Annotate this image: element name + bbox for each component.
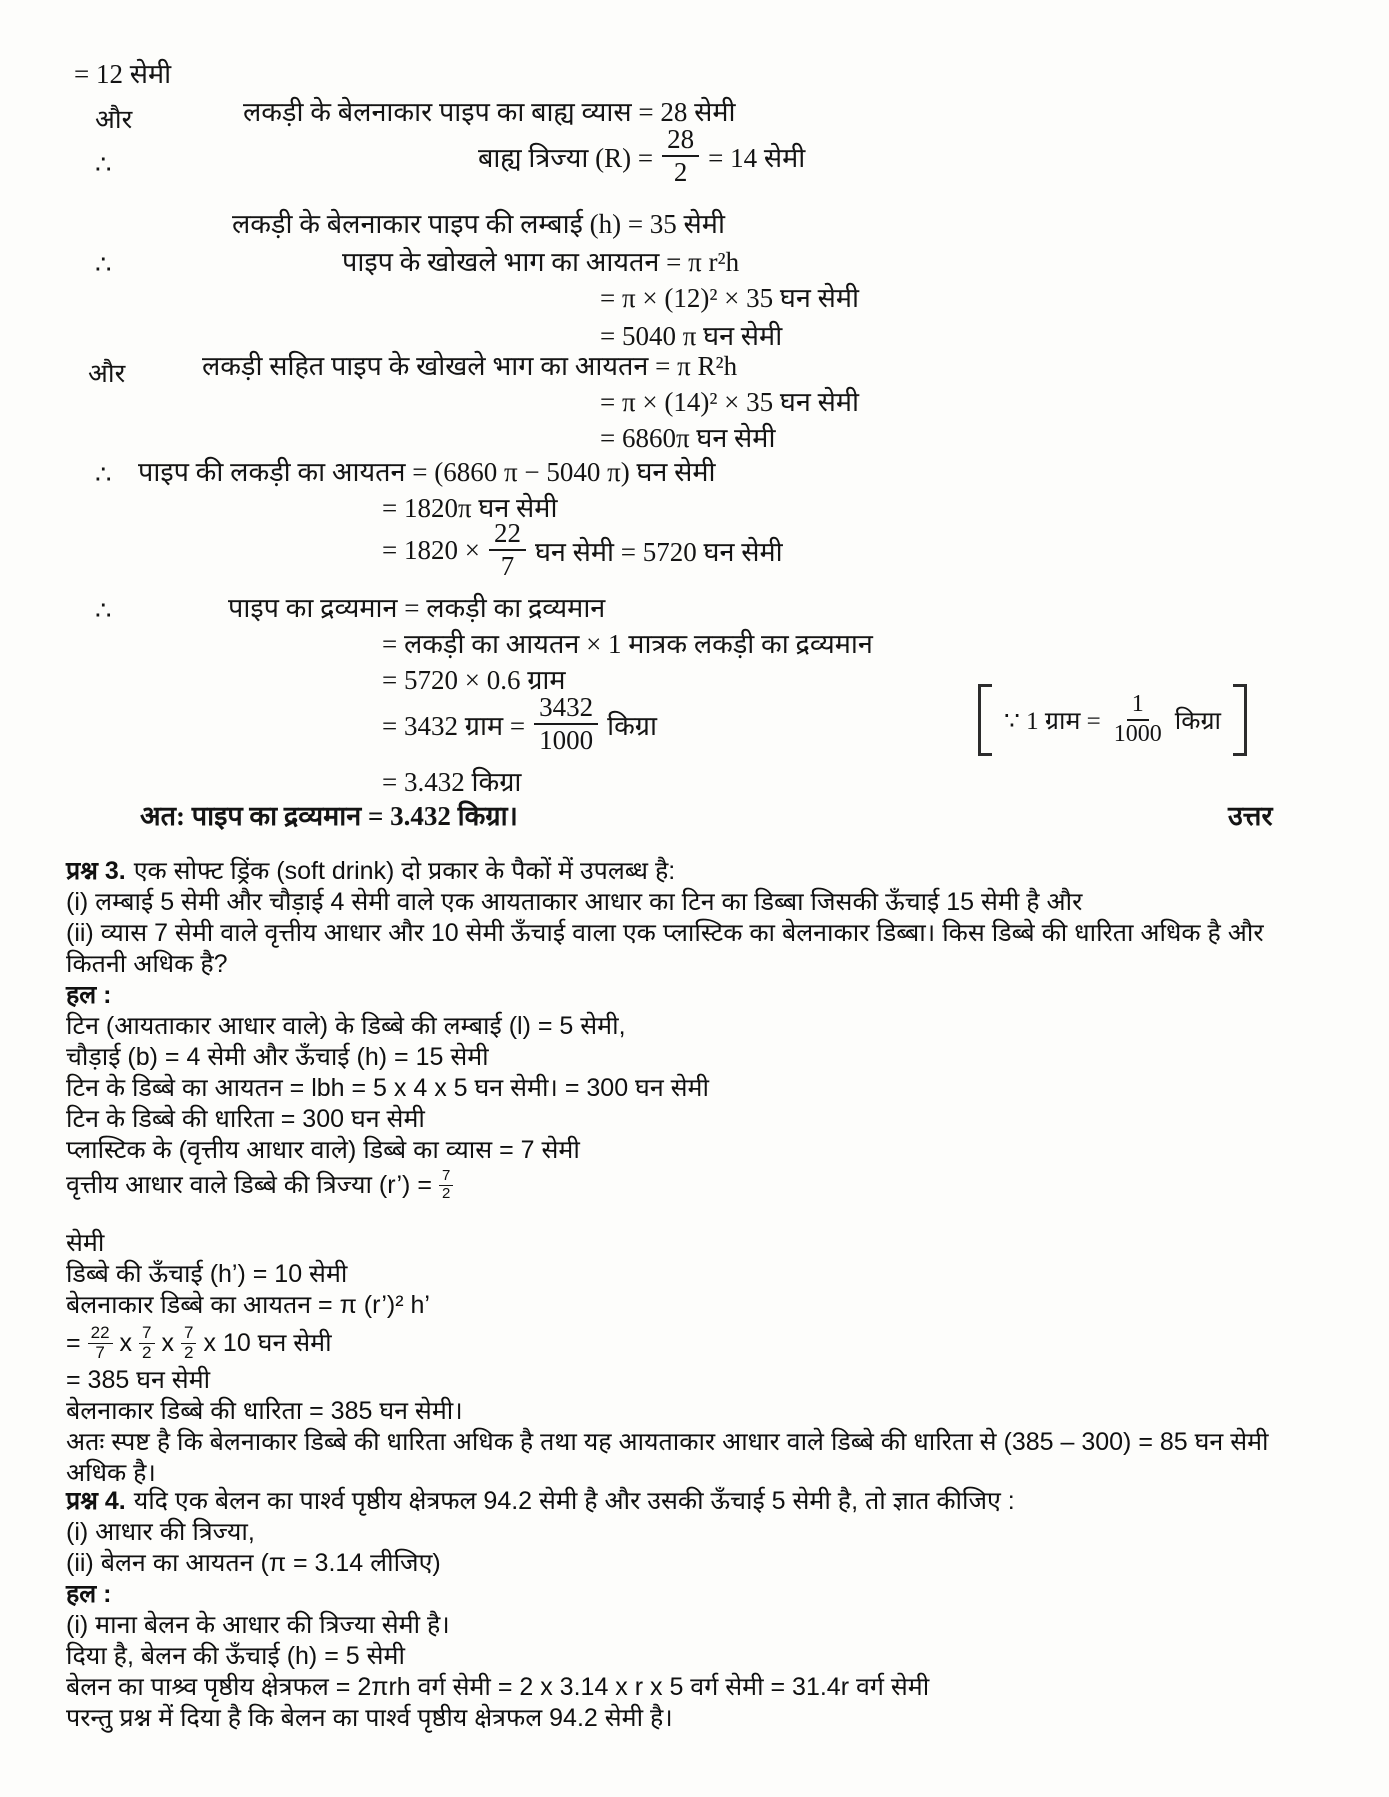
q3-conclusion: अतः स्पष्ट है कि बेलनाकार डिब्बे की धारिता अधिक है तथा यह आयताकार आधार वाले डिब्बे की धारिता से (385 – 300) = 85 घन सेमी अधिक है। [66, 1428, 1269, 1487]
equation-step: = लकड़ी का आयतन × 1 मात्रक लकड़ी का द्रव्यमान [382, 629, 873, 659]
equation-pipe-length: लकड़ी के बेलनाकार पाइप की लम्बाई (h) = 35 सेमी [232, 209, 725, 239]
q3-step-cyl-capacity: बेलनाकार डिब्बे की धारिता = 385 घन सेमी। [66, 1397, 463, 1425]
q3-step-height: डिब्बे की ऊँचाई (h’) = 10 सेमी [66, 1260, 348, 1288]
right-bracket [1233, 684, 1247, 756]
unit-conversion-note [978, 684, 1247, 756]
question-4-item-ii: (ii) बेलन का आयतन (π = 3.14 लीजिए) [66, 1549, 441, 1577]
connector-aur: और [88, 359, 126, 388]
q3-step-tin-capacity: टिन के डिब्बे की धारिता = 300 घन सेमी [66, 1105, 425, 1133]
equation-text: = [66, 1328, 81, 1357]
question-3-item-ii: (ii) व्यास 7 सेमी वाले वृत्तीय आधार और 10 सेमी ऊँचाई वाला एक प्लास्टिक का बेलनाकार डिब्बा। किस डिब्बे की धारिता अधिक है और कितनी अधिक है? [66, 919, 1264, 978]
note-text: किग्रा [1174, 708, 1222, 735]
equation-step: = 6860π घन सेमी [600, 423, 776, 453]
equation-gram-to-kg [382, 692, 657, 756]
fraction-22-over-7: $\frac{22}{7}$ [489, 518, 526, 582]
equation-final-kg: = 3.432 किग्रा [382, 767, 522, 797]
equation-result-12cm: = 12 सेमी [74, 59, 172, 89]
equation-text: = 3432 ग्राम = [382, 710, 526, 741]
question-3-section [66, 856, 1330, 1489]
equation-step: = 1820π घन सेमी [382, 493, 558, 523]
fraction-1-over-1000: $\frac{1}{1000}$ [1113, 691, 1162, 747]
equation-text: x 10 घन सेमी [203, 1328, 332, 1357]
fraction-22-over-7: $\frac{22}{7}$ [88, 1324, 113, 1362]
q3-step-cyl-volume-formula: बेलनाकार डिब्बे का आयतन = π (r’)² h’ [66, 1291, 430, 1319]
equation-text: = 14 सेमी [708, 142, 806, 173]
solution-label: हल : [66, 981, 112, 1009]
equation-step: = 5040 π घन सेमी [600, 321, 783, 351]
question-3-text: एक सोफ्ट ड्रिंक (soft drink) दो प्रकार के पैकों में उपलब्ध है: [133, 857, 676, 885]
equation-outer-diameter: लकड़ी के बेलनाकार पाइप का बाह्य व्यास = 28 सेमी [243, 97, 736, 127]
q3-step-breadth-height: चौड़ाई (b) = 4 सेमी और ऊँचाई (h) = 15 सेमी [66, 1043, 489, 1071]
therefore-symbol: ∴ [95, 250, 112, 279]
equation-text: बाह्य त्रिज्या (R) = [478, 142, 654, 173]
fraction-7-over-2: $\frac{7}{2}$ [439, 1168, 453, 1202]
final-answer-statement: अत: पाइप का द्रव्यमान = 3.432 किग्रा। [140, 801, 518, 831]
connector-aur: और [95, 105, 133, 134]
note-text: ∵ 1 ग्राम = [1004, 708, 1101, 735]
equation-pipe-mass: पाइप का द्रव्यमान = लकड़ी का द्रव्यमान [228, 593, 606, 623]
equation-outer-radius [478, 124, 805, 188]
equation-wood-volume: पाइप की लकड़ी का आयतन = (6860 π − 5040 π) घन सेमी [138, 457, 716, 487]
therefore-symbol: ∴ [95, 150, 112, 179]
question-4-section [66, 1486, 1330, 1734]
fraction-7-over-2: $\frac{7}{2}$ [181, 1324, 196, 1362]
q4-step-csa-formula: बेलन का पाश्र्व पृष्ठीय क्षेत्रफल = 2πrh वर्ग सेमी = 2 x 3.14 x r x 5 वर्ग सेमी = 31.4r वर्ग सेमी [66, 1673, 930, 1701]
equation-hollow-with-wood: लकड़ी सहित पाइप के खोखले भाग का आयतन = π R²h [202, 351, 738, 381]
solution-label: हल : [66, 1580, 112, 1608]
question-4-title [66, 1486, 1330, 1517]
equation-text: x [119, 1328, 133, 1357]
q3-step-result-385: = 385 घन सेमी [66, 1366, 211, 1394]
question-4-item-i: (i) आधार की त्रिज्या, [66, 1518, 255, 1546]
equation-step: = π × (12)² × 35 घन सेमी [600, 283, 859, 313]
q4-step-assume-radius: (i) माना बेलन के आधार की त्रिज्या सेमी है। [66, 1611, 450, 1639]
therefore-symbol: ∴ [95, 596, 112, 625]
equation-step: = 5720 × 0.6 ग्राम [382, 665, 566, 695]
q4-step-given-csa: परन्तु प्रश्न में दिया है कि बेलन का पार्श्व पृष्ठीय क्षेत्रफल 94.2 सेमी है। [66, 1704, 673, 1732]
q3-step-cyl-volume-calc [66, 1321, 1330, 1365]
q3-step-radius [66, 1166, 1330, 1204]
question-4-number: प्रश्न 4. [66, 1487, 126, 1515]
q3-step-plastic-diameter: प्लास्टिक के (वृत्तीय आधार वाले) डिब्बे का व्यास = 7 सेमी [66, 1136, 580, 1164]
equation-step: = π × (14)² × 35 घन सेमी [600, 387, 859, 417]
q4-step-given-height: दिया है, बेलन की ऊँचाई (h) = 5 सेमी [66, 1642, 405, 1670]
equation-text: वृत्तीय आधार वाले डिब्बे की त्रिज्या (r’) = [66, 1170, 432, 1199]
equation-text: किग्रा [607, 710, 658, 741]
q3-unit-cm: सेमी [66, 1229, 105, 1257]
therefore-symbol: ∴ [95, 460, 112, 489]
equation-text: = 1820 × [382, 534, 480, 565]
question-3-title [66, 856, 1330, 887]
equation-hollow-volume: पाइप के खोखले भाग का आयतन = π r²h [342, 247, 740, 277]
q3-step-tin-volume: टिन के डिब्बे का आयतन = lbh = 5 x 4 x 5 घन सेमी। = 300 घन सेमी [66, 1074, 709, 1102]
fraction-28-over-2: $\frac{28}{2}$ [662, 124, 699, 188]
question-3-number: प्रश्न 3. [66, 857, 126, 885]
q3-step-length: टिन (आयताकार आधार वाले) के डिब्बे की लम्बाई (l) = 5 सेमी, [66, 1012, 626, 1040]
equation-22-by-7-step [382, 518, 783, 582]
question-3-item-i: (i) लम्बाई 5 सेमी और चौड़ाई 4 सेमी वाले एक आयताकार आधार का टिन का डिब्बा जिसकी ऊँचाई 15 सेमी है और [66, 888, 1083, 916]
fraction-3432-over-1000: $\frac{3432}{1000}$ [534, 692, 598, 756]
fraction-7-over-2: $\frac{7}{2}$ [139, 1324, 154, 1362]
answer-label: उत्तर [1228, 801, 1273, 831]
equation-text: घन सेमी = 5720 घन सेमी [534, 536, 783, 567]
question-4-text: यदि एक बेलन का पार्श्व पृष्ठीय क्षेत्रफल 94.2 सेमी है और उसकी ऊँचाई 5 सेमी है, तो ज्ञात कीजिए : [133, 1487, 1015, 1515]
equation-text: x [161, 1328, 174, 1357]
left-bracket [978, 684, 992, 756]
